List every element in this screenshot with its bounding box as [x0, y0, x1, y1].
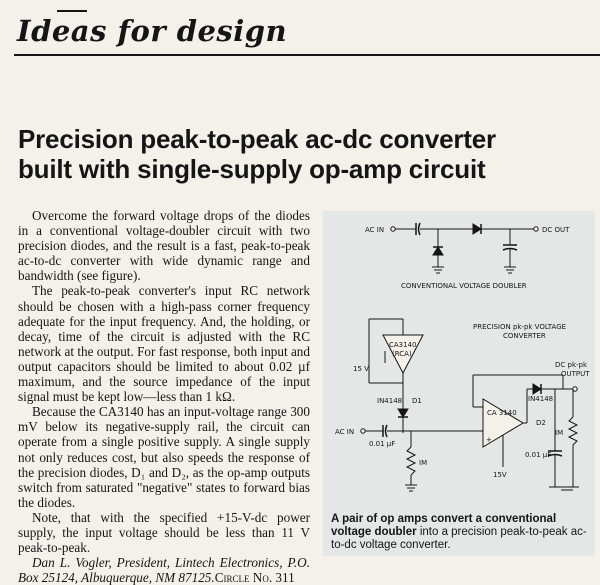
- article-body: [18, 208, 310, 585]
- header-overline: [57, 10, 87, 12]
- circle-number: Circle No. 311: [214, 570, 295, 585]
- paragraph-1: Overcome the forward voltage drops of the diodes in a conventional voltage-doubler circuit with two precision diodes, and the result is a fast, peak-to-peak ac-to-dc converter with wide dynamic range and bandwidth (see figure).: [18, 208, 310, 284]
- paragraph-4: Note, that with the specified +15-V-dc power supply, the input voltage should be less than 11 V peak-to-peak.: [18, 509, 310, 556]
- supply-15v-b: 15V: [493, 471, 507, 479]
- conventional-title: CONVENTIONAL VOLTAGE DOUBLER: [401, 282, 527, 290]
- diode2-label: IN4148: [528, 395, 554, 403]
- paragraph-2: The peak-to-peak converter's input RC network should be chosen with a high-pass corner frequency adequate for the input frequency. And, the holding, or decay, time of the circuit is adjusted with the RC network at the output. For fast response, both input and output capacitors should be limited to about 0.02 µf maximum, and the source impedance of the input signal must be kept low—less than 1 kΩ.: [18, 283, 310, 405]
- figure-caption: [331, 513, 591, 552]
- d2-label: D2: [536, 419, 546, 427]
- ac-in-bottom-label: AC IN: [335, 428, 355, 436]
- supply-15v-a: 15 V: [353, 365, 369, 373]
- diode-d2: [533, 384, 541, 394]
- paragraph-3: Because the CA3140 has an input-voltage range 300 mV below its negative-supply rail, the circuit can operate from a single positive supply. A single supply not only reduces cost, but also speeds the response of the precision diodes, D₁ and D₂, as the op-amp outputs switch from saturated "negative" states to forward bias the diodes.: [18, 404, 310, 510]
- caption-bold: A pair of op amps convert a conventional voltage doubler: [331, 513, 557, 538]
- res-in-label: IM: [419, 459, 428, 467]
- diode-d1: [398, 409, 408, 417]
- headline-line-2: built with single-supply op-amp circuit: [18, 154, 486, 184]
- dc-out-terminal: [534, 227, 538, 231]
- input-capacitor-plate-curved: [419, 223, 421, 235]
- author-signature: [18, 555, 310, 585]
- d1-label: D1: [412, 397, 422, 405]
- headline-line-1: Precision peak-to-peak ac-dc converter: [18, 124, 496, 154]
- precision-converter: [335, 319, 590, 491]
- diode1-label: IN4148: [377, 397, 403, 405]
- circuit-diagram: [323, 211, 595, 511]
- output-resistor: [569, 417, 577, 445]
- series-diode: [473, 224, 481, 234]
- conventional-doubler: [365, 223, 570, 290]
- input-resistor: [407, 447, 415, 475]
- section-header: Ideas for design: [17, 14, 288, 48]
- precision-title-2: CONVERTER: [503, 332, 546, 340]
- article-headline: [18, 124, 578, 184]
- precision-title-1: PRECISION pk-pk VOLTAGE: [473, 323, 567, 331]
- caption-rest: into a precision peak-to-peak ac-to-dc voltage converter.: [331, 526, 587, 551]
- shunt-diode: [433, 247, 443, 255]
- dc-out-label: DC OUT: [542, 226, 570, 234]
- opamp2-plus: +: [486, 436, 492, 444]
- circuit-figure: [323, 211, 595, 556]
- dc-pkpk-label-1: DC pk-pk: [555, 361, 588, 369]
- ac-in-bottom-terminal: [361, 429, 365, 433]
- opamp1-label-1: CA3140: [389, 341, 417, 349]
- opamp2-label: CA 3140: [487, 409, 517, 417]
- header-rule: [14, 54, 600, 56]
- dc-pkpk-label-2: OUTPUT: [561, 370, 590, 378]
- cap-in-label: 0.01 µF: [369, 440, 396, 448]
- cap-out-label: 0.01 µF: [525, 451, 552, 459]
- signature-text: Dan L. Vogler, President, Lintech Electronics, P.O. Box 25124, Albuquerque, NM 87125.: [18, 555, 310, 585]
- res-out-label: IM: [555, 429, 564, 437]
- opamp1-label-2: (RCA): [392, 350, 412, 358]
- ac-in-top-terminal: [391, 227, 395, 231]
- ac-in-top-label: AC IN: [365, 226, 385, 234]
